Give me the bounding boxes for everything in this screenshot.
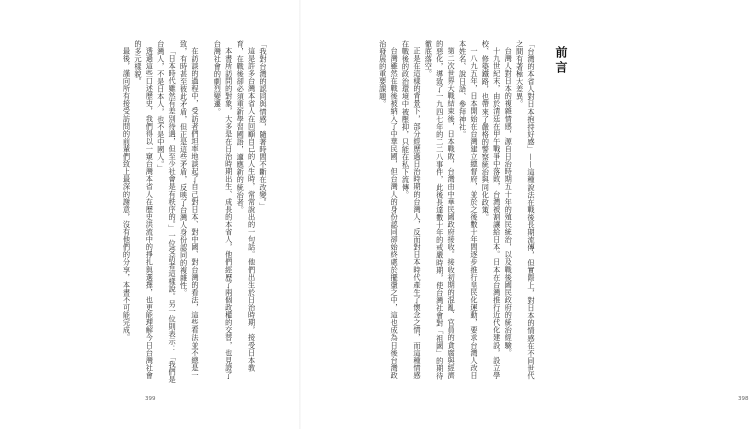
right-paragraph: 正是在這樣的背景下，部分經歷過日治時期的台灣人，反而對日本時代產生了懷念之情，而這種情感在戰後的政治環境中被壓抑，只能在私下流傳。 (401, 40, 422, 380)
right-paragraph: 一八九五年，日本開始在台灣建立總督府，並於之後數十年間逐步推行皇民化運動，要求台灣人改日本姓名、說日語、參拜神社。 (458, 40, 479, 380)
left-paragraph: 在訪談的過程中，受訪者們坦率地談起了自己對日本、對中國、對台灣的看法，這些看法並不總是一致，有時甚至彼此矛盾，但正是這些矛盾，反映了台灣人身份認同的複雜性。 (179, 40, 200, 380)
left-paragraph: 「日本時代雖然有差別待遇，但至少社會是有秩序的。」一位受訪者這樣說。另一位則表示：「我們是台灣人，不是日本人，也不是中國人。」 (156, 40, 178, 384)
chapter-title: 前言 (554, 46, 568, 76)
right-paragraph: 第二次世界大戰結束後，日本戰敗，台灣由中華民國政府接收。接收初期的混亂、官員的貪腐與經濟的惡化，導致了一九四七年的二二八事件，此後長達數十年的戒嚴時期，使台灣社會對「祖國」的期待徹底落空。 (424, 40, 457, 380)
right-paragraph: 十九世紀末，由於清廷在甲午戰爭中落敗，台灣被割讓給日本。日本在台灣推行近代化建設，設立學校、修築鐵路，也帶來了嚴格的警察統治與同化政策。 (481, 40, 502, 380)
left-paragraph: 本書所訪問的對象，大多是在日治時期出生、成長的本省人，他們經歷了兩個政權的交替，也見證了台灣社會的劇烈變遷。 (213, 40, 234, 380)
left-page (0, 0, 299, 429)
page-number-left: 399 (145, 396, 156, 402)
left-paragraph: 「我對台灣的認同與情感，隨著時間不斷在改變。」 (259, 40, 268, 211)
page-number-right: 398 (738, 396, 749, 402)
right-paragraph: 台灣雖然在戰後被納入了中華民國，但台灣人的身份認同卻始終處於擺盪之中，這也成為日後台灣政治發展的重要課題。 (378, 40, 400, 380)
right-page-text (325, 40, 537, 385)
right-paragraph: 台灣人對日本的複雜情感，源自日治時期五十年的殖民統治，以及戰後國民政府的統治經驗。 (504, 47, 514, 357)
left-paragraph: 最後，謹向所有接受訪問的前輩們致上最深的謝意，沒有他們的分享，本書不可能完成。 (122, 47, 132, 342)
left-paragraph: 透過這些口述歷史，我們得以一窺台灣本省人在歷史洪流中的掙扎與選擇，也更能理解今日台灣社會的多元樣貌。 (133, 40, 155, 380)
left-paragraph: 這是許多台灣本省人在回顧自己的人生時，常常說出的一句話。他們出生於日治時期，接受日本教育，在戰後卻必須重新學習國語，適應新的統治者。 (236, 40, 257, 372)
left-page-text (64, 40, 280, 385)
right-paragraph: 「台灣的本省人對日本抱持好感」——這種說法在戰後長期流傳，但實際上，對日本的情感在不同世代之間有著極大差異。 (515, 40, 536, 380)
